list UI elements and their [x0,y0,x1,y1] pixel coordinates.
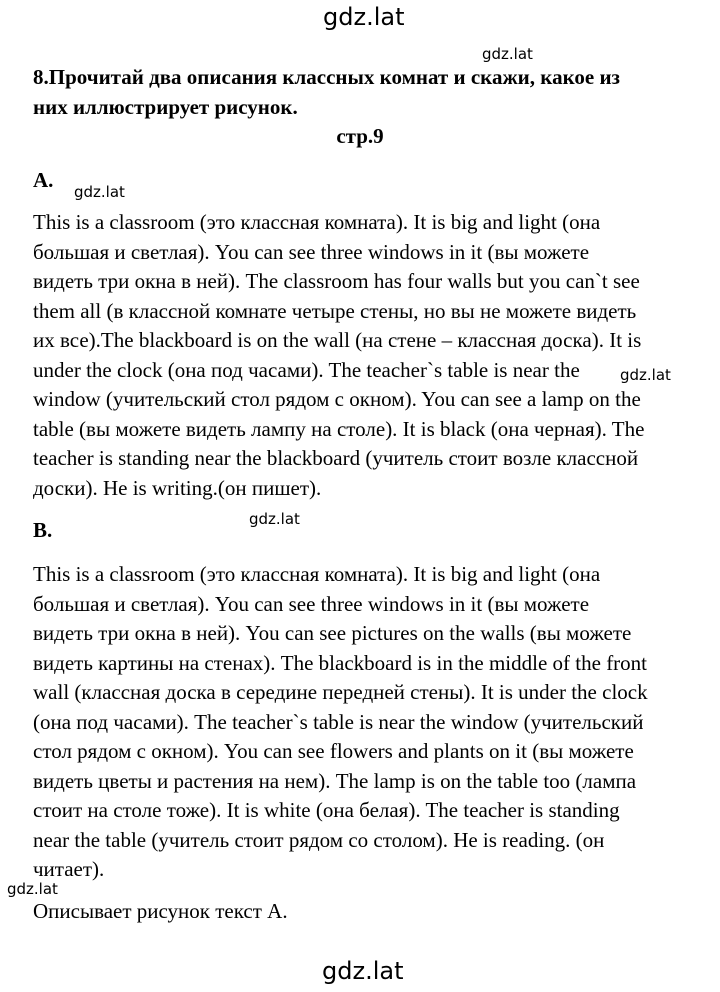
watermark-under-top: gdz.lat [482,45,533,63]
paragraph-line: стол рядом с окном). You can see flowers and plants on it (вы можете [33,739,634,763]
watermark-section-a: gdz.lat [74,183,125,201]
paragraph-line: teacher is standing near the blackboard (учитель стоит возле классной [33,446,639,470]
section-a-label: A. [33,168,54,192]
paragraph-line: table (вы можете видеть лампу на столе). It is black (она черная). The [33,416,645,441]
watermark-section-b: gdz.lat [249,510,300,528]
watermark-para-a: gdz.lat [620,366,671,384]
paragraph-line: большая и светлая). You can see three windows in it (вы можете [33,239,590,264]
paragraph-line: them all (в классной комнате четыре стены, но вы не можете видеть [33,298,637,323]
watermark-bottom: gdz.lat [322,957,404,985]
paragraph-line: большая и светлая). You can see three windows in it (вы можете [33,591,590,616]
page-reference: стр.9 [336,124,384,148]
paragraph-line: This is a classroom (это классная комната). It is big and light (она [33,210,601,234]
paragraph-line: видеть три окна в ней). The classroom has four walls but you can`t see [33,269,640,293]
task-title [33,62,673,121]
paragraph-line: window (учительский стол рядом с окном). You can see a lamp on the [33,387,641,411]
paragraph-line: видеть три окна в ней). You can see pictures on the walls (вы можете [33,621,632,645]
title-line: 8.Прочитай два описания классных комнат и скажи, какое из [33,65,620,89]
paragraph-line: их все).The blackboard is on the wall (на стене – классная доска). It is [33,328,642,352]
watermark-top: gdz.lat [323,3,405,31]
paragraph-line: доски). He is writing.(он пишет). [33,475,322,500]
paragraph-line: стоит на столе тоже). It is white (она белая). The teacher is standing [33,798,620,822]
paragraph-line: (она под часами). The teacher`s table is near the window (учительский [33,709,644,734]
watermark-left-bottom: gdz.lat [7,880,58,898]
paragraph-line: under the clock (она под часами). The teacher`s table is near the [33,357,580,382]
title-line: них иллюстрирует рисунок. [33,94,298,119]
answer-text: Описывает рисунок текст А. [33,899,288,923]
paragraph-line: near the table (учитель стоит рядом со столом). He is reading. (он [33,827,605,852]
paragraph-line: видеть цветы и растения на нем). The lamp is on the table too (лампа [33,768,637,793]
paragraph-line: читает). [33,857,105,881]
section-b-text [33,560,648,885]
paragraph-line: wall (классная доска в середине передней стены). It is under the clock [33,680,648,704]
section-a-text [33,208,644,503]
section-b-label: B. [33,518,53,542]
paragraph-line: видеть картины на стенах). The blackboard is in the middle of the front [33,650,648,675]
paragraph-line: This is a classroom (это классная комната). It is big and light (она [33,562,601,586]
